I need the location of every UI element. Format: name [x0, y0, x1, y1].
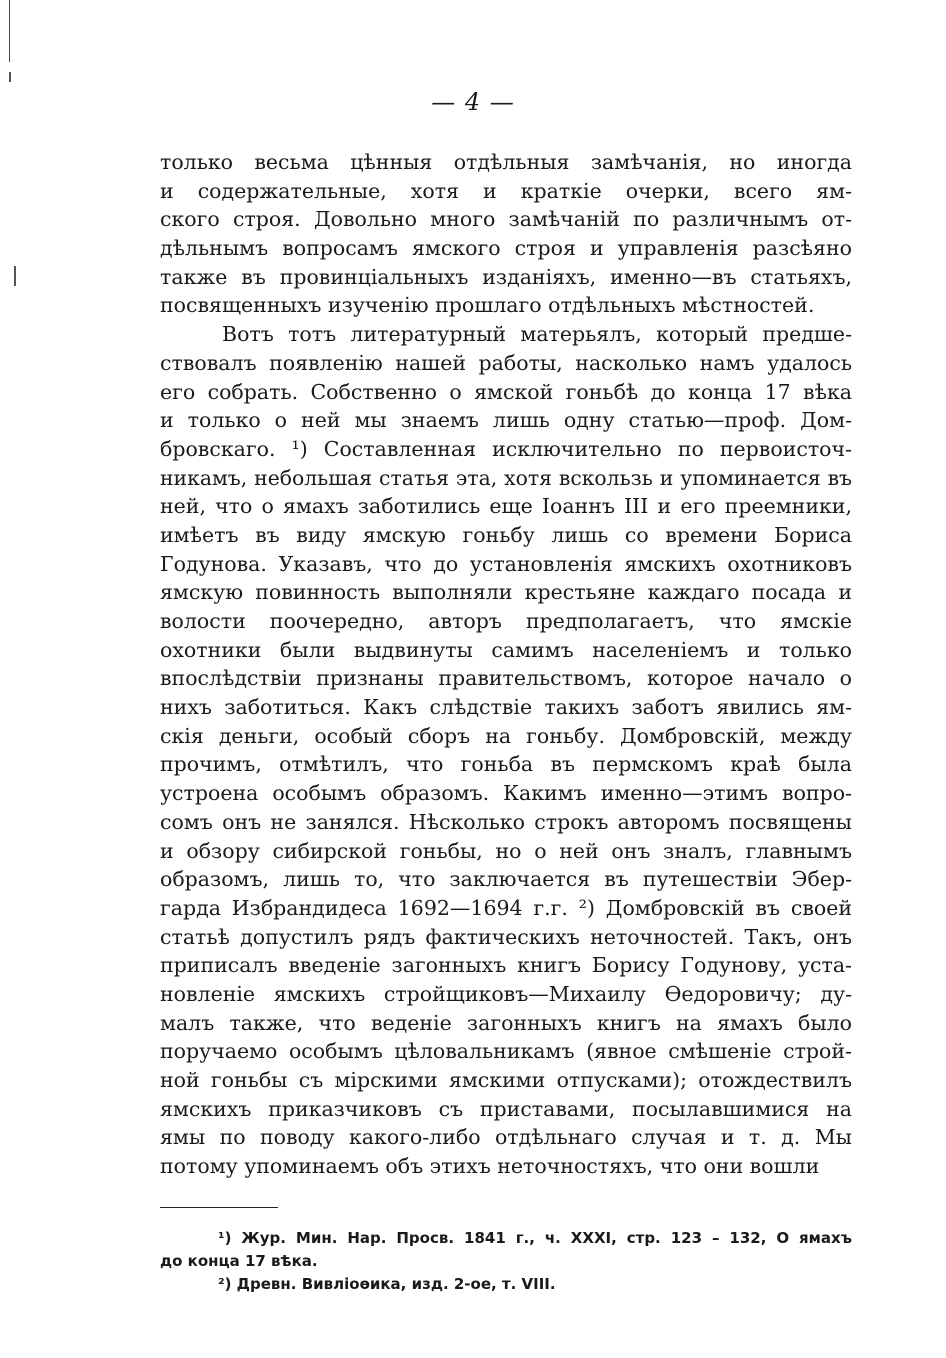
text-line: приписалъ введеніе загонныхъ книгъ Борису Годунову, уста-	[160, 953, 852, 978]
text-line: малъ также, что веденіе загонныхъ книгъ на ямахъ было	[160, 1010, 852, 1035]
text-line: ямы по поводу какого-либо отдѣльнаго случая и т. д. Мы	[160, 1125, 852, 1150]
text-line: ямскихъ приказчиковъ съ приставами, посылавшимися на	[160, 1096, 852, 1121]
text-line: и обзору сибирской гоньбы, но о ней онъ зналъ, главнымъ	[160, 838, 852, 863]
scan-edge-mark	[9, 72, 11, 82]
text-line: ной гоньбы съ мірскими ямскими отпусками); отождествилъ	[160, 1068, 852, 1092]
footnote-line: до конца 17 вѣка.	[160, 1252, 318, 1270]
text-line: также въ провинціальныхъ изданіяхъ, именно—въ статьяхъ,	[160, 264, 852, 289]
text-line: волости поочередно, авторъ предполагаетъ, что ямскіе	[160, 609, 852, 633]
text-line: гарда Избрандидеса 1692—1694 г.г. ²) Домбровскій въ своей	[160, 895, 852, 920]
text-line: прочимъ, отмѣтилъ, что гоньба въ пермскомъ краѣ была	[160, 752, 852, 777]
text-line: устроена особымъ образомъ. Какимъ именно—этимъ вопро-	[160, 781, 852, 806]
body-text	[160, 148, 852, 1181]
footnote-line: ²) Древн. Вивліоѳика, изд. 2-ое, т. VIII.	[218, 1275, 556, 1293]
text-line: ствовалъ появленію нашей работы, насколько намъ удалось	[160, 350, 852, 375]
text-line: ямскую повинность выполняли крестьяне каждаго посада и	[160, 580, 852, 605]
text-line: только весьма цѣнныя отдѣльныя замѣчанія, но иногда	[160, 150, 852, 174]
text-line: нихъ заботиться. Какъ слѣдствіе такихъ заботъ явились ям-	[160, 695, 852, 720]
page-number: — 4 —	[431, 88, 515, 116]
text-line: имѣетъ въ виду ямскую гоньбу лишь со времени Бориса	[160, 522, 852, 547]
text-line: его собрать. Собственно о ямской гоньбѣ до конца 17 вѣка	[160, 379, 852, 404]
scan-edge-line	[9, 0, 10, 62]
text-line: новленіе ямскихъ стройщиковъ—Михаилу Ѳедоровичу; ду-	[160, 981, 852, 1006]
footnote-divider	[160, 1207, 278, 1208]
text-line: и только о ней мы знаемъ лишь одну статью—проф. Дом-	[160, 408, 852, 433]
text-line: скія деньги, особый сборъ на гоньбу. Домбровскій, между	[160, 723, 852, 748]
text-line: образомъ, лишь то, что заключается въ путешествіи Эбер-	[160, 867, 852, 892]
text-line: впослѣдствіи признаны правительствомъ, которое начало о	[160, 666, 852, 691]
text-line: посвященныхъ изученію прошлаго отдѣльныхъ мѣстностей.	[160, 293, 815, 318]
text-line: ней, что о ямахъ заботились еще Іоаннъ III и его преемники,	[160, 494, 852, 519]
text-line: Вотъ тотъ литературный матерьялъ, который предше-	[222, 322, 852, 347]
text-line: бровскаго. ¹) Составленная исключительно по первоисточ-	[160, 436, 852, 461]
text-line: сомъ онъ не занялся. Нѣсколько строкъ авторомъ посвящены	[160, 809, 852, 834]
text-line: дѣльнымъ вопросамъ ямского строя и управленія разсѣяно	[160, 236, 852, 261]
text-line: охотники были выдвинуты самимъ населеніемъ и только	[160, 637, 852, 662]
text-line: и содержательные, хотя и краткіе очерки, всего ям-	[160, 178, 852, 203]
text-line: никамъ, небольшая статья эта, хотя вскользь и упоминается въ	[160, 465, 852, 490]
text-line: потому упоминаемъ объ этихъ неточностяхъ, что они вошли	[160, 1154, 820, 1179]
footnotes	[160, 1227, 852, 1296]
text-line: ского строя. Довольно много замѣчаній по различнымъ от-	[160, 207, 852, 232]
text-line: Годунова. Указавъ, что до установленія ямскихъ охотниковъ	[160, 551, 852, 576]
text-line: статьѣ допустилъ рядъ фактическихъ неточностей. Такъ, онъ	[160, 924, 852, 949]
scan-edge-mark	[14, 266, 16, 286]
text-line: поручаемо особымъ цѣловальникамъ (явное смѣшеніе строй-	[160, 1039, 852, 1064]
footnote-line: ¹) Жур. Мин. Нар. Просв. 1841 г., ч. XXXI, стр. 123 – 132, О ямахъ	[218, 1229, 852, 1247]
